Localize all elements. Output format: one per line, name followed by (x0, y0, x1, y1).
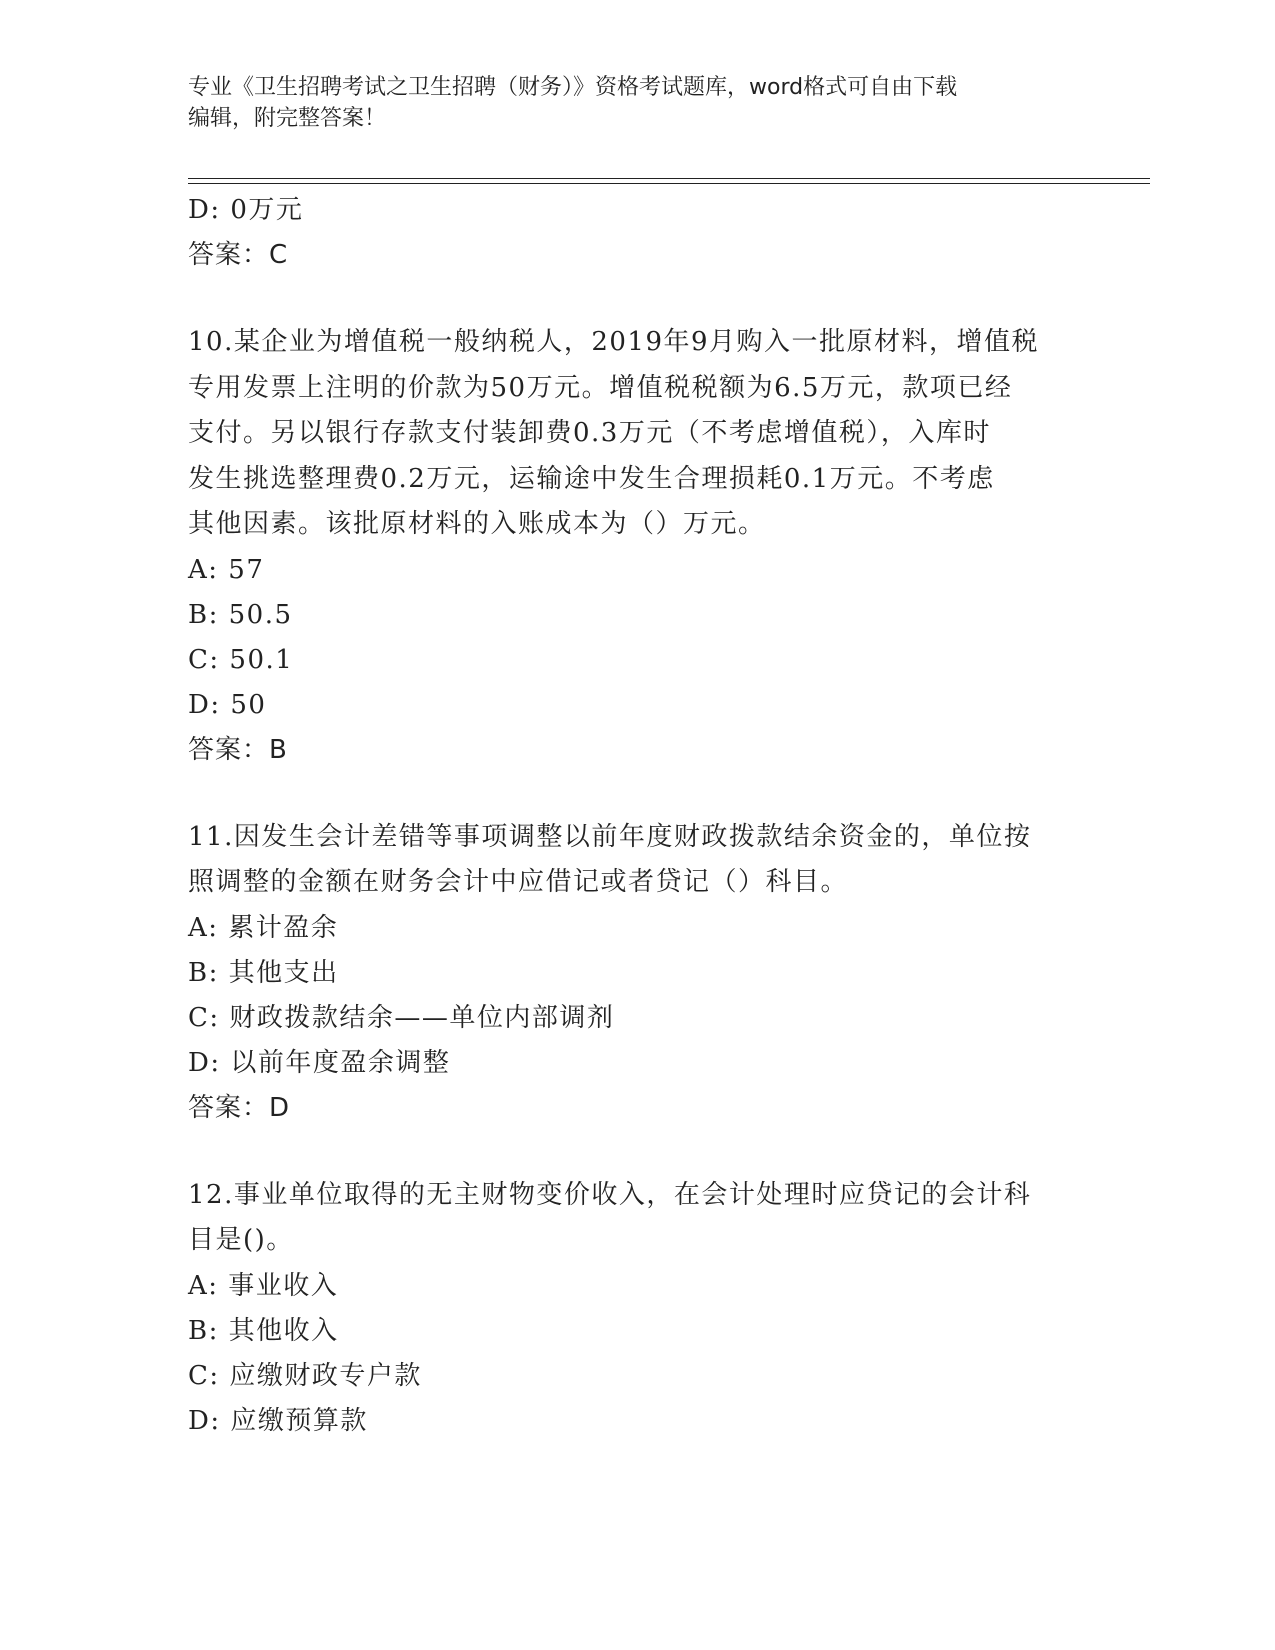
question-text-line: 照调整的金额在财务会计中应借记或者贷记（）科目。 (188, 867, 849, 897)
header-line-2: 编辑，附完整答案！ (188, 106, 387, 131)
question-text-line: 支付。另以银行存款支付装卸费0.3万元（不考虑增值税），入库时 (188, 418, 991, 448)
option-d: D: 以前年度盈余调整 (188, 1047, 451, 1078)
question-11 (188, 815, 1088, 1131)
question-text-line: 发生挑选整理费0.2万元，运输途中发生合理损耗0.1万元。不考虑 (188, 463, 995, 494)
option-c: C: 应缴财政专户款 (188, 1360, 422, 1391)
question-text-line: 11.因发生会计差错等事项调整以前年度财政拨款结余资金的，单位按 (188, 821, 1032, 852)
header-divider-top (188, 178, 1150, 179)
prev-answer: 答案：C (188, 240, 289, 270)
option-d: D: 50 (188, 689, 267, 720)
question-11-text (188, 815, 1078, 906)
option-b: B: 其他支出 (188, 957, 339, 988)
option-d: D: 应缴预算款 (188, 1405, 368, 1436)
option-a: A: 累计盈余 (188, 912, 339, 943)
option-c: C: 50.1 (188, 644, 294, 675)
question-10-text (188, 320, 1078, 548)
question-12-text (188, 1173, 1078, 1264)
header-line-1: 专业《卫生招聘考试之卫生招聘（财务）》资格考试题库，word格式可自由下载 (188, 75, 958, 100)
question-text-line: 专用发票上注明的价款为50万元。增值税税额为6.5万元，款项已经 (188, 372, 1013, 403)
prev-option-d: D: 0万元 (188, 195, 304, 225)
question-text-line: 12.事业单位取得的无主财物变价收入，在会计处理时应贷记的会计科 (188, 1179, 1032, 1210)
question-content (188, 188, 1088, 1444)
document-header (188, 72, 1088, 134)
option-b: B: 其他收入 (188, 1315, 339, 1346)
header-divider-bottom (188, 183, 1150, 184)
option-c: C: 财政拨款结余——单位内部调剂 (188, 1002, 615, 1033)
question-text-line: 10.某企业为增值税一般纳税人，2019年9月购入一批原材料，增值税 (188, 327, 1040, 357)
question-10 (188, 320, 1088, 773)
answer: 答案：B (188, 734, 288, 765)
option-a: A: 事业收入 (188, 1270, 339, 1301)
question-12 (188, 1173, 1088, 1444)
option-a: A: 57 (188, 554, 265, 585)
question-text-line: 其他因素。该批原材料的入账成本为（）万元。 (188, 509, 766, 539)
question-text-line: 目是()。 (188, 1225, 294, 1255)
answer: 答案：D (188, 1092, 291, 1123)
option-b: B: 50.5 (188, 599, 293, 630)
